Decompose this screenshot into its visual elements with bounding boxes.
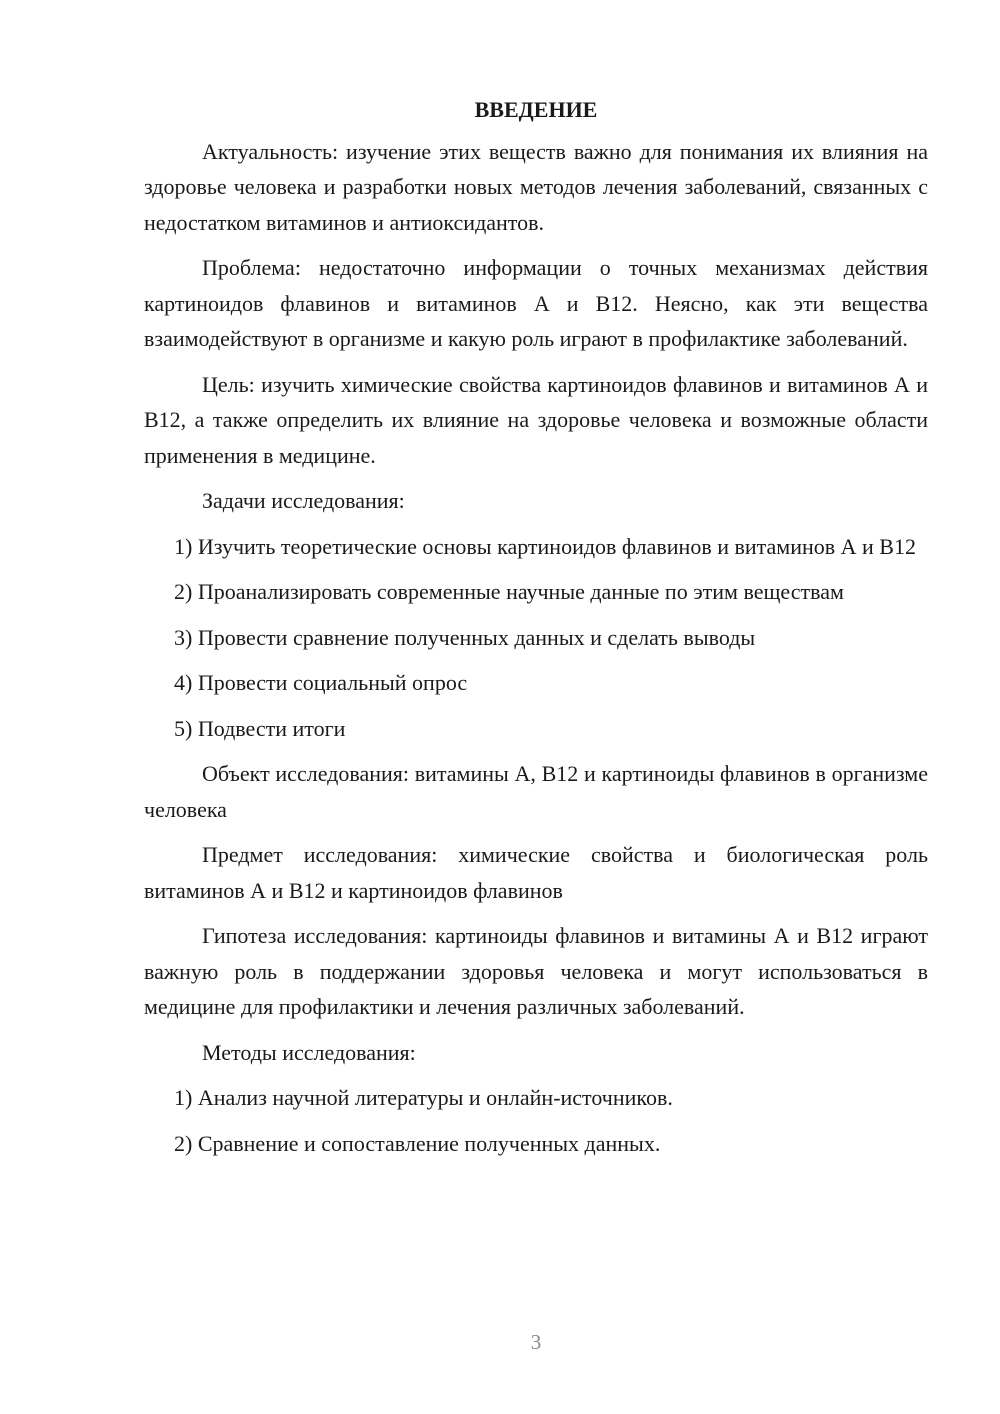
methods-heading: Методы исследования:: [202, 1039, 416, 1065]
relevance-paragraph: Актуальность: изучение этих веществ важно для понимания их влияния на здоровье человека и разработки новых методов лечения заболеваний, связанных с недостатком витаминов и антиоксидантов.: [144, 138, 928, 235]
task-item: 4) Провести социальный опрос: [174, 670, 468, 695]
task-item: 1) Изучить теоретические основы картиноидов флавинов и витаминов А и B12: [174, 533, 916, 559]
tasks-heading: Задачи исследования:: [202, 488, 405, 513]
section-title: ВВЕДЕНИЕ: [474, 97, 598, 122]
task-item: 3) Провести сравнение полученных данных и сделать выводы: [174, 624, 756, 650]
method-item: 2) Сравнение и сопоставление полученных данных.: [174, 1130, 661, 1156]
hypothesis-paragraph: Гипотеза исследования: картиноиды флавинов и витамины А и B12 играют важную роль в поддержании здоровья человека и могут использоваться в медицине для профилактики и лечения различных заболеваний.: [144, 923, 928, 1019]
problem-paragraph: Проблема: недостаточно информации о точных механизмах действия картиноидов флавинов и витаминов А и B12. Неясно, как эти вещества взаимодействуют в организме и какую роль играют в профилактике заболеваний.: [144, 255, 928, 351]
task-item: 2) Проанализировать современные научные данные по этим веществам: [174, 579, 844, 604]
subject-paragraph: Предмет исследования: химические свойства и биологическая роль витаминов А и B12 и картиноидов флавинов: [144, 842, 928, 903]
task-item: 5) Подвести итоги: [174, 715, 346, 741]
page-content: [144, 92, 928, 1171]
goal-paragraph: Цель: изучить химические свойства картиноидов флавинов и витаминов А и B12, а также определить их влияние на здоровье человека и возможные области применения в медицине.: [144, 371, 928, 468]
method-item: 1) Анализ научной литературы и онлайн-источников.: [174, 1085, 673, 1110]
object-paragraph: Объект исследования: витамины А, B12 и картиноиды флавинов в организме человека: [144, 761, 928, 822]
page-number: 3: [530, 1330, 542, 1354]
